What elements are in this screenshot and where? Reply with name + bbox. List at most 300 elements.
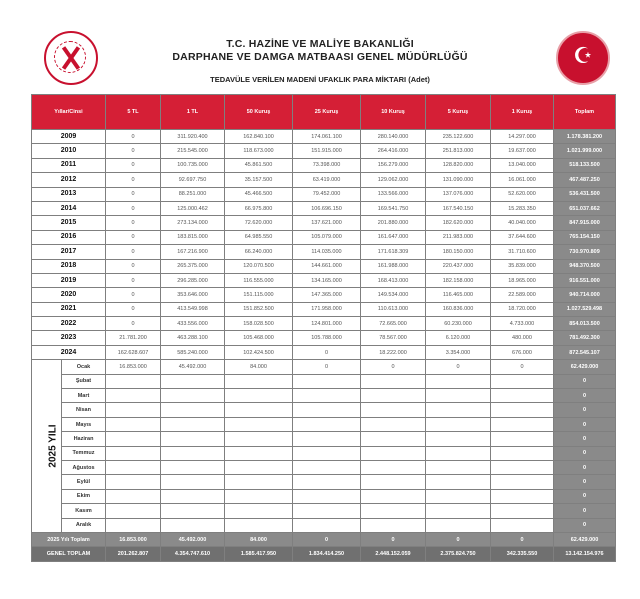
value-cell: [293, 518, 361, 532]
value-cell: 151.115.000: [225, 288, 293, 302]
value-cell: [361, 518, 426, 532]
month-cell: Kasım: [62, 504, 106, 518]
value-cell: 22.589.000: [491, 288, 554, 302]
total-cell: 0: [554, 475, 616, 489]
value-cell: [161, 374, 225, 388]
value-cell: [225, 518, 293, 532]
year-cell: 2023: [32, 331, 106, 345]
value-cell: [426, 432, 491, 446]
report-header: [110, 38, 530, 85]
column-header: Yıllar/Cinsi: [32, 95, 106, 130]
table-row: [32, 201, 616, 215]
row-label: GENEL TOPLAM: [32, 547, 106, 561]
value-cell: [106, 417, 161, 431]
value-cell: 0: [106, 158, 161, 172]
value-cell: [106, 403, 161, 417]
table-row: [32, 230, 616, 244]
value-cell: 2.375.824.750: [426, 547, 491, 561]
value-cell: 13.040.000: [491, 158, 554, 172]
year-cell: 2012: [32, 173, 106, 187]
value-cell: [293, 432, 361, 446]
value-cell: 40.040.000: [491, 216, 554, 230]
value-cell: 35.157.500: [225, 173, 293, 187]
value-cell: 161.988.000: [361, 259, 426, 273]
value-cell: 0: [361, 532, 426, 546]
table-row: [32, 460, 616, 474]
value-cell: 162.628.607: [106, 345, 161, 359]
value-cell: 35.839.000: [491, 259, 554, 273]
value-cell: 0: [106, 259, 161, 273]
year-cell: 2016: [32, 230, 106, 244]
value-cell: 116.465.000: [426, 288, 491, 302]
value-cell: 220.437.000: [426, 259, 491, 273]
value-cell: 73.398.000: [293, 158, 361, 172]
value-cell: 211.983.000: [426, 230, 491, 244]
value-cell: 18.222.000: [361, 345, 426, 359]
value-cell: [426, 446, 491, 460]
value-cell: [293, 403, 361, 417]
total-cell: 518.133.500: [554, 158, 616, 172]
month-cell: Şubat: [62, 374, 106, 388]
total-cell: 0: [554, 389, 616, 403]
value-cell: 4.354.747.610: [161, 547, 225, 561]
value-cell: [225, 460, 293, 474]
total-cell: 0: [554, 460, 616, 474]
year-cell: 2022: [32, 317, 106, 331]
value-cell: 0: [106, 245, 161, 259]
value-cell: 60.230.000: [426, 317, 491, 331]
value-cell: 72.620.000: [225, 216, 293, 230]
total-cell: 62.429.000: [554, 360, 616, 374]
value-cell: 463.288.100: [161, 331, 225, 345]
total-cell: 0: [554, 446, 616, 460]
table-row: [32, 360, 616, 374]
value-cell: 45.466.500: [225, 187, 293, 201]
row-label: 2025 Yılı Toplam: [32, 532, 106, 546]
value-cell: 18.720.000: [491, 302, 554, 316]
value-cell: [106, 504, 161, 518]
total-cell: 847.915.000: [554, 216, 616, 230]
year-cell: 2013: [32, 187, 106, 201]
column-header: 1 TL: [161, 95, 225, 130]
value-cell: [426, 475, 491, 489]
year-cell: 2017: [32, 245, 106, 259]
table-row: [32, 374, 616, 388]
value-cell: [491, 432, 554, 446]
value-cell: 1.585.417.950: [225, 547, 293, 561]
value-cell: 353.646.000: [161, 288, 225, 302]
value-cell: 0: [106, 201, 161, 215]
total-cell: 0: [554, 403, 616, 417]
value-cell: 215.545.000: [161, 144, 225, 158]
table-row: [32, 317, 616, 331]
value-cell: [491, 417, 554, 431]
value-cell: 273.134.000: [161, 216, 225, 230]
value-cell: 158.028.500: [225, 317, 293, 331]
value-cell: 88.251.000: [161, 187, 225, 201]
value-cell: [491, 374, 554, 388]
value-cell: 100.735.000: [161, 158, 225, 172]
value-cell: 1.834.414.250: [293, 547, 361, 561]
value-cell: 114.035.000: [293, 245, 361, 259]
value-cell: 137.076.000: [426, 187, 491, 201]
table-row: [32, 245, 616, 259]
value-cell: 162.840.100: [225, 130, 293, 144]
value-cell: 585.240.000: [161, 345, 225, 359]
value-cell: [491, 518, 554, 532]
value-cell: 0: [106, 144, 161, 158]
value-cell: 6.120.000: [426, 331, 491, 345]
table-row: [32, 158, 616, 172]
value-cell: [491, 504, 554, 518]
value-cell: 183.815.000: [161, 230, 225, 244]
value-cell: [106, 489, 161, 503]
month-cell: Eylül: [62, 475, 106, 489]
month-cell: Haziran: [62, 432, 106, 446]
value-cell: 169.541.750: [361, 201, 426, 215]
value-cell: [106, 518, 161, 532]
value-cell: 0: [106, 302, 161, 316]
value-cell: [426, 518, 491, 532]
value-cell: [161, 389, 225, 403]
total-cell: 467.487.250: [554, 173, 616, 187]
year-cell: 2024: [32, 345, 106, 359]
value-cell: 149.534.000: [361, 288, 426, 302]
value-cell: 265.375.000: [161, 259, 225, 273]
value-cell: [293, 417, 361, 431]
year-cell: 2010: [32, 144, 106, 158]
value-cell: 0: [361, 360, 426, 374]
total-cell: 781.492.300: [554, 331, 616, 345]
table-row: [32, 187, 616, 201]
value-cell: 64.985.550: [225, 230, 293, 244]
total-cell: 1.178.381.200: [554, 130, 616, 144]
value-cell: 171.618.309: [361, 245, 426, 259]
total-cell: 651.037.662: [554, 201, 616, 215]
value-cell: 16.853.000: [106, 532, 161, 546]
value-cell: [293, 374, 361, 388]
table-row: [32, 216, 616, 230]
value-cell: [426, 417, 491, 431]
year-total-row: [32, 532, 616, 546]
value-cell: 45.861.500: [225, 158, 293, 172]
total-cell: 13.142.154.976: [554, 547, 616, 561]
value-cell: 131.090.000: [426, 173, 491, 187]
table-row: [32, 288, 616, 302]
value-cell: [491, 460, 554, 474]
value-cell: [426, 460, 491, 474]
value-cell: 18.965.000: [491, 273, 554, 287]
value-cell: 201.880.000: [361, 216, 426, 230]
month-cell: Mayıs: [62, 417, 106, 431]
total-cell: 0: [554, 417, 616, 431]
value-cell: [426, 389, 491, 403]
value-cell: [361, 417, 426, 431]
year-cell: 2009: [32, 130, 106, 144]
value-cell: 182.620.000: [426, 216, 491, 230]
value-cell: 21.781.200: [106, 331, 161, 345]
value-cell: [225, 489, 293, 503]
value-cell: 264.416.000: [361, 144, 426, 158]
value-cell: 311.920.400: [161, 130, 225, 144]
value-cell: 0: [106, 187, 161, 201]
value-cell: 52.620.000: [491, 187, 554, 201]
value-cell: 167.540.150: [426, 201, 491, 215]
table-row: [32, 432, 616, 446]
value-cell: 342.335.550: [491, 547, 554, 561]
value-cell: [293, 504, 361, 518]
value-cell: 0: [106, 173, 161, 187]
value-cell: 0: [106, 130, 161, 144]
value-cell: 0: [491, 360, 554, 374]
value-cell: 31.710.600: [491, 245, 554, 259]
column-header: Toplam: [554, 95, 616, 130]
value-cell: [161, 518, 225, 532]
total-cell: 536.431.500: [554, 187, 616, 201]
value-cell: 174.061.100: [293, 130, 361, 144]
value-cell: 0: [293, 345, 361, 359]
year-2025-text: 2025 YILI: [47, 424, 59, 468]
value-cell: 110.613.000: [361, 302, 426, 316]
grand-total-row: [32, 547, 616, 561]
column-header: 1 Kuruş: [491, 95, 554, 130]
value-cell: [225, 374, 293, 388]
total-cell: 854.013.500: [554, 317, 616, 331]
total-cell: 765.154.150: [554, 230, 616, 244]
value-cell: [361, 374, 426, 388]
value-cell: 19.637.000: [491, 144, 554, 158]
value-cell: [225, 432, 293, 446]
value-cell: [491, 475, 554, 489]
value-cell: 151.915.000: [293, 144, 361, 158]
table-row: [32, 518, 616, 532]
table-row: [32, 130, 616, 144]
total-cell: 0: [554, 489, 616, 503]
total-cell: 62.429.000: [554, 532, 616, 546]
value-cell: 2.448.152.059: [361, 547, 426, 561]
value-cell: 105.468.000: [225, 331, 293, 345]
value-cell: [225, 504, 293, 518]
ministry-seal-logo: [44, 31, 98, 85]
value-cell: [361, 432, 426, 446]
total-cell: 940.714.000: [554, 288, 616, 302]
table-row: [32, 504, 616, 518]
table-row: [32, 489, 616, 503]
value-cell: 167.216.900: [161, 245, 225, 259]
value-cell: 480.000: [491, 331, 554, 345]
value-cell: 413.549.998: [161, 302, 225, 316]
value-cell: [106, 389, 161, 403]
value-cell: 144.661.000: [293, 259, 361, 273]
total-cell: 948.370.500: [554, 259, 616, 273]
value-cell: 168.413.000: [361, 273, 426, 287]
value-cell: 72.665.000: [361, 317, 426, 331]
value-cell: 0: [426, 360, 491, 374]
year-cell: 2014: [32, 201, 106, 215]
value-cell: 124.801.000: [293, 317, 361, 331]
table-row: [32, 144, 616, 158]
value-cell: 3.354.000: [426, 345, 491, 359]
value-cell: [161, 460, 225, 474]
value-cell: 0: [106, 317, 161, 331]
value-cell: 128.820.000: [426, 158, 491, 172]
value-cell: 160.836.000: [426, 302, 491, 316]
column-header: 5 Kuruş: [426, 95, 491, 130]
column-header: 50 Kuruş: [225, 95, 293, 130]
value-cell: 0: [106, 230, 161, 244]
value-cell: [161, 403, 225, 417]
value-cell: [225, 446, 293, 460]
month-cell: Nisan: [62, 403, 106, 417]
total-cell: 0: [554, 432, 616, 446]
value-cell: 0: [293, 532, 361, 546]
value-cell: [293, 489, 361, 503]
table-row: [32, 331, 616, 345]
value-cell: 433.556.000: [161, 317, 225, 331]
value-cell: [491, 403, 554, 417]
value-cell: 0: [293, 360, 361, 374]
value-cell: 15.283.350: [491, 201, 554, 215]
column-header: 25 Kuruş: [293, 95, 361, 130]
value-cell: [161, 489, 225, 503]
value-cell: [293, 389, 361, 403]
value-cell: 14.297.000: [491, 130, 554, 144]
table-row: [32, 173, 616, 187]
value-cell: [426, 489, 491, 503]
value-cell: [491, 489, 554, 503]
value-cell: 84.000: [225, 532, 293, 546]
total-cell: 872.545.107: [554, 345, 616, 359]
value-cell: 180.150.000: [426, 245, 491, 259]
value-cell: [225, 417, 293, 431]
value-cell: 45.492.000: [161, 532, 225, 546]
value-cell: [491, 389, 554, 403]
value-cell: [225, 403, 293, 417]
value-cell: 16.853.000: [106, 360, 161, 374]
value-cell: [106, 446, 161, 460]
value-cell: 171.958.000: [293, 302, 361, 316]
table-header-row: [32, 95, 616, 130]
value-cell: 147.365.000: [293, 288, 361, 302]
month-cell: Aralık: [62, 518, 106, 532]
value-cell: [293, 475, 361, 489]
table-row: [32, 389, 616, 403]
value-cell: 0: [106, 288, 161, 302]
month-cell: Ekim: [62, 489, 106, 503]
value-cell: [161, 475, 225, 489]
value-cell: 156.279.000: [361, 158, 426, 172]
value-cell: [361, 489, 426, 503]
year-cell: 2020: [32, 288, 106, 302]
value-cell: [361, 460, 426, 474]
value-cell: [426, 403, 491, 417]
value-cell: [225, 389, 293, 403]
value-cell: 296.285.000: [161, 273, 225, 287]
value-cell: 0: [426, 532, 491, 546]
value-cell: 66.240.000: [225, 245, 293, 259]
value-cell: [491, 446, 554, 460]
month-cell: Temmuz: [62, 446, 106, 460]
total-cell: 1.027.529.498: [554, 302, 616, 316]
value-cell: [161, 446, 225, 460]
value-cell: [361, 389, 426, 403]
value-cell: 118.673.000: [225, 144, 293, 158]
value-cell: 151.852.500: [225, 302, 293, 316]
value-cell: [426, 374, 491, 388]
report-subtitle: TEDAVÜLE VERİLEN MADENİ UFAKLIK PARA MİKTARI (Adet): [210, 75, 430, 84]
table-row: [32, 446, 616, 460]
month-cell: Mart: [62, 389, 106, 403]
column-header: 10 Kuruş: [361, 95, 426, 130]
value-cell: [426, 504, 491, 518]
value-cell: [161, 504, 225, 518]
value-cell: [106, 460, 161, 474]
value-cell: 676.000: [491, 345, 554, 359]
total-cell: 0: [554, 374, 616, 388]
directorate-title: DARPHANE VE DAMGA MATBAASI GENEL MÜDÜRLÜĞÜ: [172, 51, 468, 63]
value-cell: 116.555.000: [225, 273, 293, 287]
value-cell: [106, 475, 161, 489]
value-cell: 79.452.000: [293, 187, 361, 201]
value-cell: 235.122.600: [426, 130, 491, 144]
month-cell: Ocak: [62, 360, 106, 374]
value-cell: [361, 403, 426, 417]
year-cell: 2019: [32, 273, 106, 287]
year-cell: 2015: [32, 216, 106, 230]
value-cell: 84.000: [225, 360, 293, 374]
value-cell: 134.165.000: [293, 273, 361, 287]
table-row: [32, 259, 616, 273]
value-cell: 125.000.462: [161, 201, 225, 215]
year-cell: 2011: [32, 158, 106, 172]
value-cell: 92.697.750: [161, 173, 225, 187]
table-row: [32, 417, 616, 431]
value-cell: [361, 504, 426, 518]
total-cell: 916.551.000: [554, 273, 616, 287]
total-cell: 1.021.999.000: [554, 144, 616, 158]
presidential-emblem-logo: [556, 31, 610, 85]
year-cell: 2021: [32, 302, 106, 316]
value-cell: 280.140.000: [361, 130, 426, 144]
table-row: [32, 273, 616, 287]
value-cell: 45.492.000: [161, 360, 225, 374]
year-cell: 2018: [32, 259, 106, 273]
value-cell: 102.424.500: [225, 345, 293, 359]
value-cell: [106, 374, 161, 388]
month-cell: Ağustos: [62, 460, 106, 474]
value-cell: 105.788.000: [293, 331, 361, 345]
value-cell: 78.567.000: [361, 331, 426, 345]
star-crescent-icon: ☪: [573, 44, 593, 69]
total-cell: 0: [554, 504, 616, 518]
value-cell: 4.733.000: [491, 317, 554, 331]
value-cell: [293, 460, 361, 474]
value-cell: 16.061.000: [491, 173, 554, 187]
value-cell: [361, 475, 426, 489]
table-row: [32, 345, 616, 359]
value-cell: 120.070.500: [225, 259, 293, 273]
value-cell: 0: [106, 273, 161, 287]
value-cell: [361, 446, 426, 460]
value-cell: 137.621.000: [293, 216, 361, 230]
total-cell: 730.970.809: [554, 245, 616, 259]
column-header: 5 TL: [106, 95, 161, 130]
total-cell: 0: [554, 518, 616, 532]
table-row: [32, 302, 616, 316]
value-cell: 129.062.000: [361, 173, 426, 187]
value-cell: 37.644.600: [491, 230, 554, 244]
value-cell: 0: [491, 532, 554, 546]
